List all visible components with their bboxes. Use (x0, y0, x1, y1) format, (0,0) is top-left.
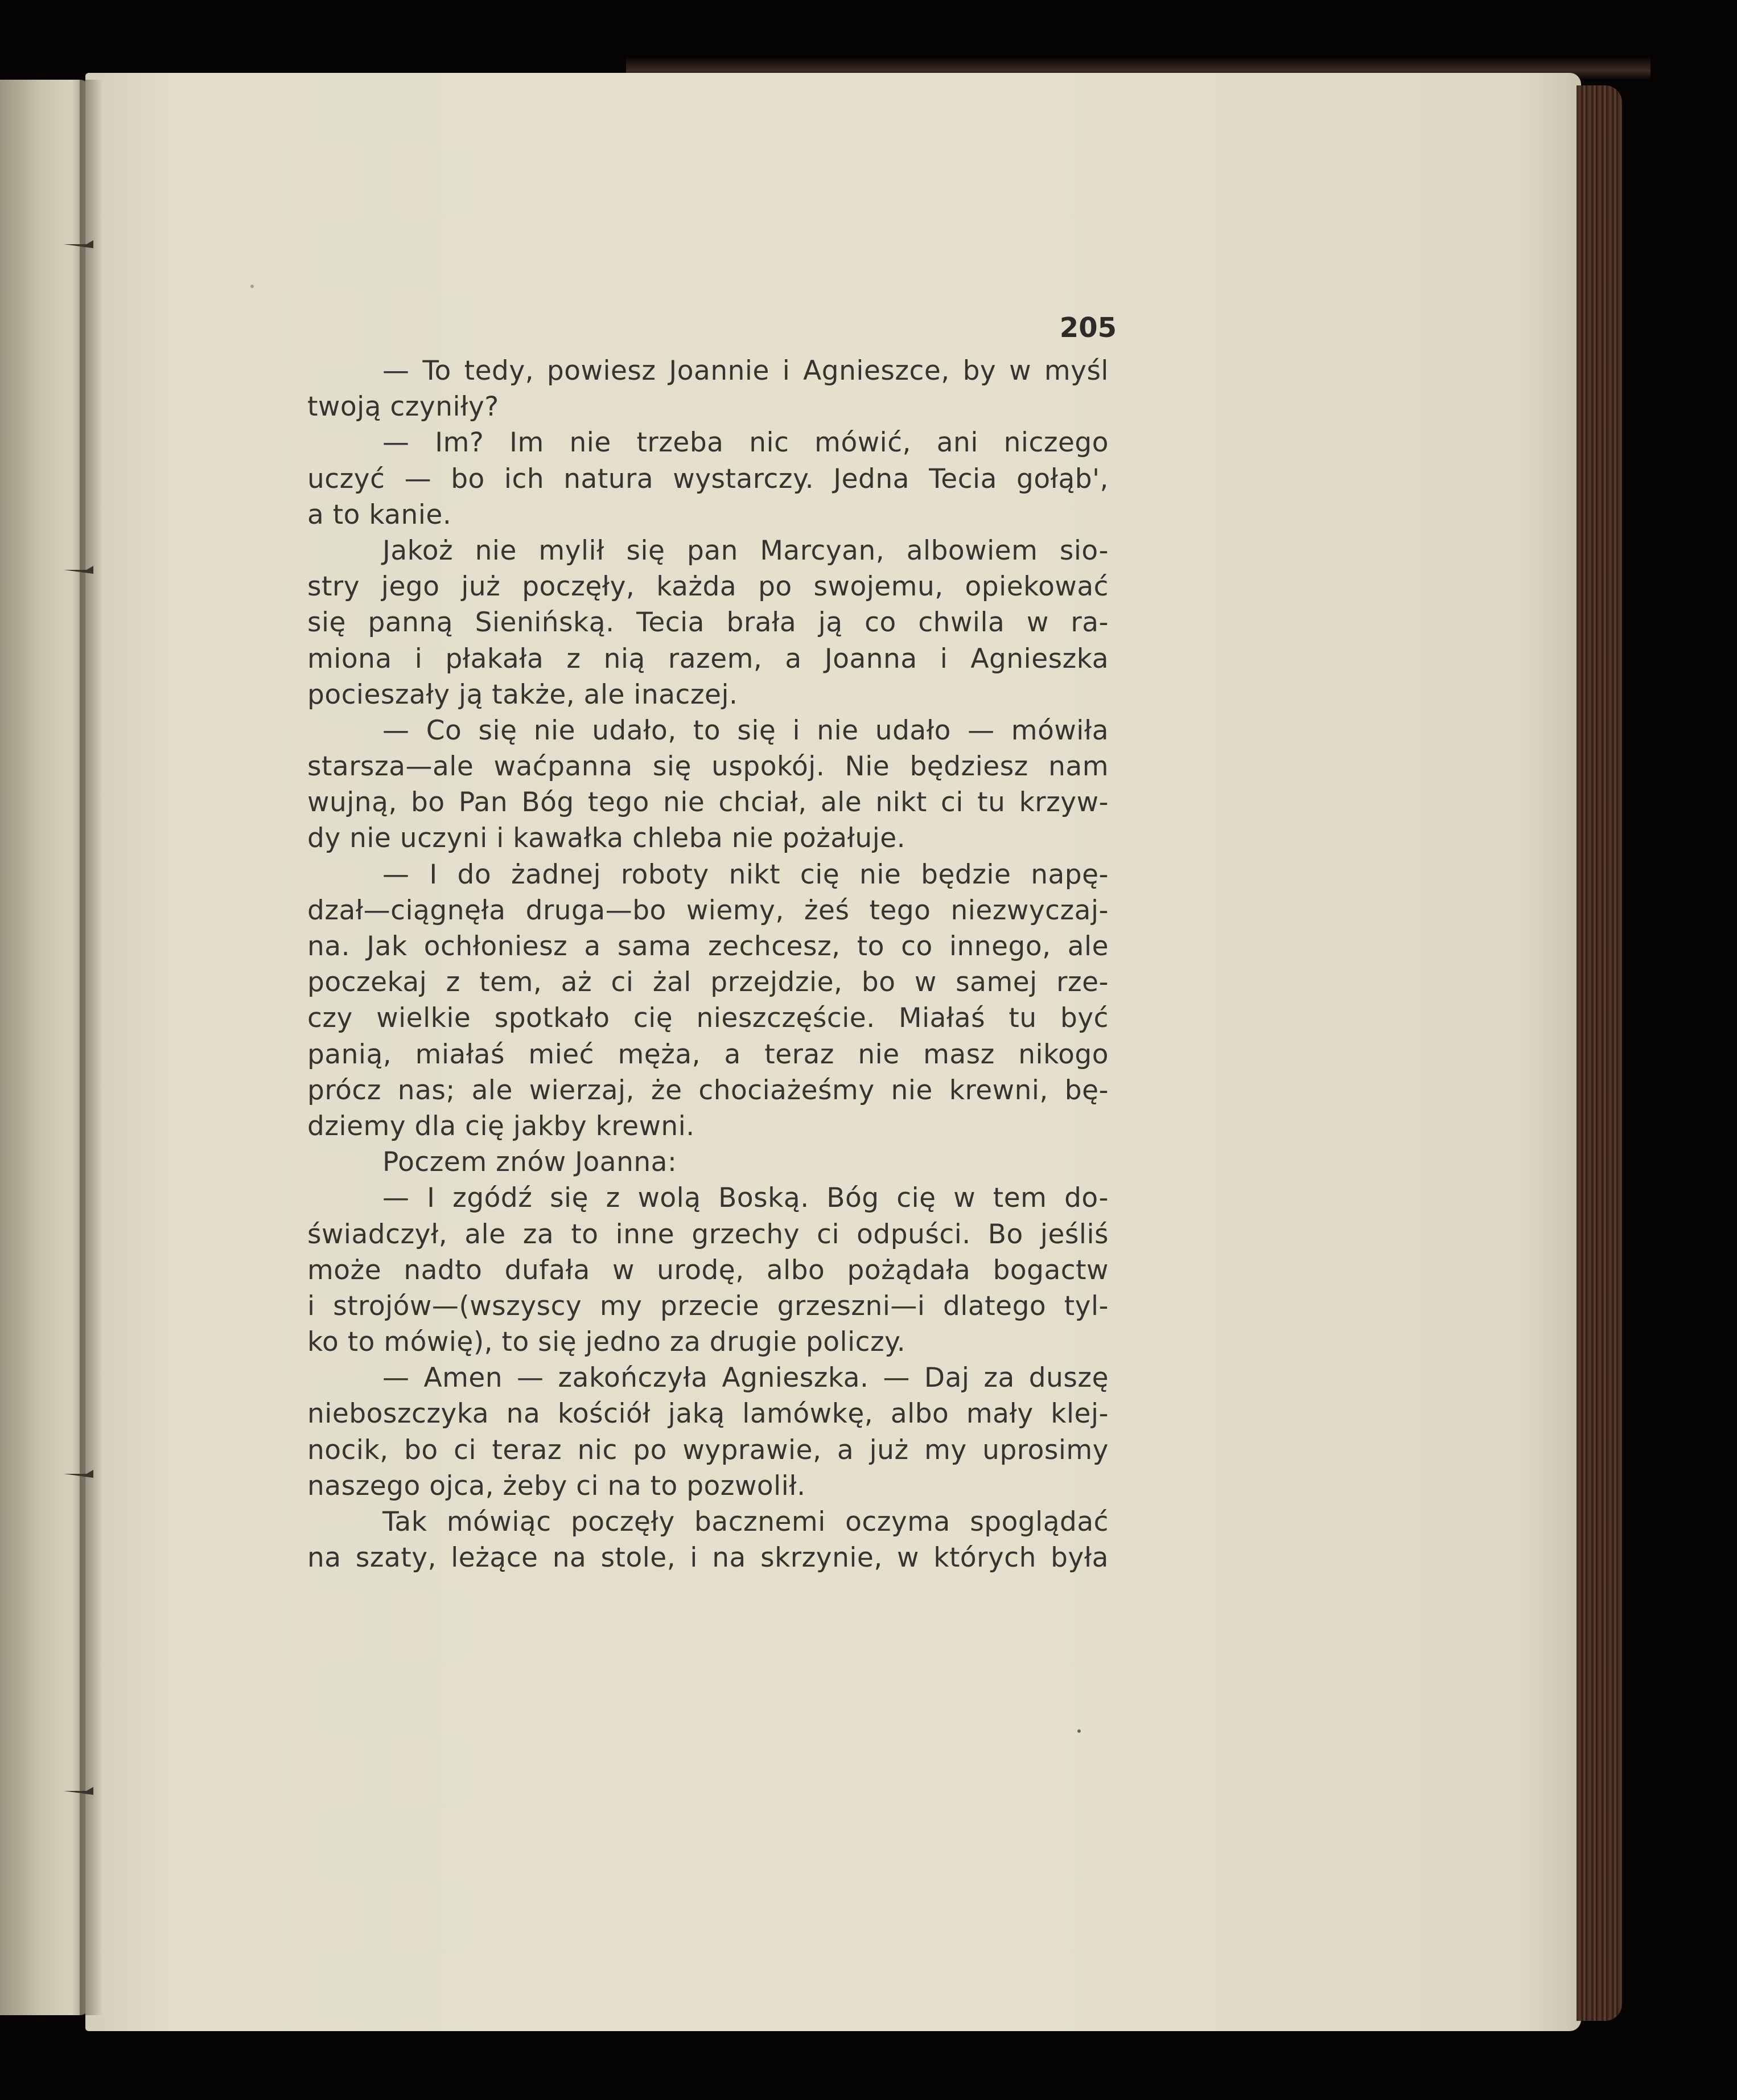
binding-stitch (64, 1785, 98, 1797)
left-page-edge (0, 80, 90, 2015)
text-line: Jakoż nie mylił się pan Marcyan, albowiem sio- (382, 535, 1109, 566)
text-line: może nadto dufała w urodę, albo pożądała bogactw (307, 1254, 1109, 1286)
text-line: dy nie uczyni i kawałka chleba nie pożałuje. (307, 823, 906, 854)
text-line: uczyć — bo ich natura wystarczy. Jedna Tecia gołąb', (307, 463, 1109, 495)
paper-speck (1077, 1729, 1081, 1733)
page-gutter (80, 80, 102, 2015)
text-line: — I do żadnej roboty nikt cię nie będzie napę- (382, 858, 1109, 890)
binding-stitch (64, 564, 98, 576)
text-line: i strojów—(wszyscy my przecie grzeszni—i dlatego tyl- (307, 1290, 1109, 1322)
body-text (307, 353, 1109, 1576)
text-line: dziemy dla cię jakby krewni. (307, 1110, 695, 1142)
text-line: prócz nas; ale wierzaj, że chociażeśmy nie krewni, bę- (307, 1074, 1109, 1106)
binding-stitch (64, 238, 98, 250)
paper-speck (250, 285, 254, 288)
text-line: naszego ojca, żeby ci na to pozwolił. (307, 1470, 806, 1502)
text-line: Poczem znów Joanna: (382, 1146, 677, 1178)
text-line: wujną, bo Pan Bóg tego nie chciał, ale nikt ci tu krzyw- (307, 787, 1109, 819)
page-block-edge (1577, 85, 1622, 2021)
text-line: się panną Sienińską. Tecia brała ją co chwila w ra- (307, 607, 1109, 639)
text-line: na szaty, leżące na stole, i na skrzynie, w których była (307, 1542, 1109, 1574)
text-line: nieboszczyka na kościół jaką lamówkę, albo mały klej- (307, 1398, 1109, 1430)
text-line: — Im? Im nie trzeba nic mówić, ani niczego (382, 427, 1109, 459)
text-line: miona i płakała z nią razem, a Joanna i Agnieszka (307, 643, 1109, 675)
text-line: — Amen — zakończyła Agnieszka. — Daj za duszę (382, 1362, 1109, 1394)
binding-stitch (64, 1468, 98, 1480)
text-line: panią, miałaś mieć męża, a teraz nie masz nikogo (307, 1038, 1109, 1070)
page-number: 205 (1059, 312, 1117, 344)
text-line: stry jego już poczęły, każda po swojemu, opiekować (307, 571, 1109, 603)
text-line: pocieszały ją także, ale inaczej. (307, 679, 738, 710)
text-line: — I zgódź się z wolą Boską. Bóg cię w tem do- (382, 1182, 1109, 1214)
text-line: Tak mówiąc poczęły bacznemi oczyma spoglądać (382, 1506, 1109, 1538)
text-line: poczekaj z tem, aż ci żal przejdzie, bo w samej rze- (307, 967, 1109, 998)
text-line: świadczył, ale za to inne grzechy ci odpuści. Bo jeśliś (307, 1218, 1109, 1250)
text-line: na. Jak ochłoniesz a sama zechcesz, to co innego, ale (307, 931, 1109, 962)
text-line: — Co się nie udało, to się i nie udało — mówiła (382, 714, 1109, 746)
text-line: starsza—ale waćpanna się uspokój. Nie będziesz nam (307, 751, 1109, 783)
text-line: twoją czyniły? (307, 391, 499, 423)
text-line: nocik, bo ci teraz nic po wyprawie, a już my uprosimy (307, 1434, 1109, 1466)
text-line: — To tedy, powiesz Joannie i Agnieszce, by w myśl (382, 355, 1109, 387)
text-line: ko to mówię), to się jedno za drugie policzy. (307, 1326, 906, 1358)
text-line: dzał—ciągnęła druga—bo wiemy, żeś tego niezwyczaj- (307, 894, 1109, 926)
text-line: a to kanie. (307, 499, 452, 531)
text-line: czy wielkie spotkało cię nieszczęście. Miałaś tu być (307, 1002, 1109, 1034)
